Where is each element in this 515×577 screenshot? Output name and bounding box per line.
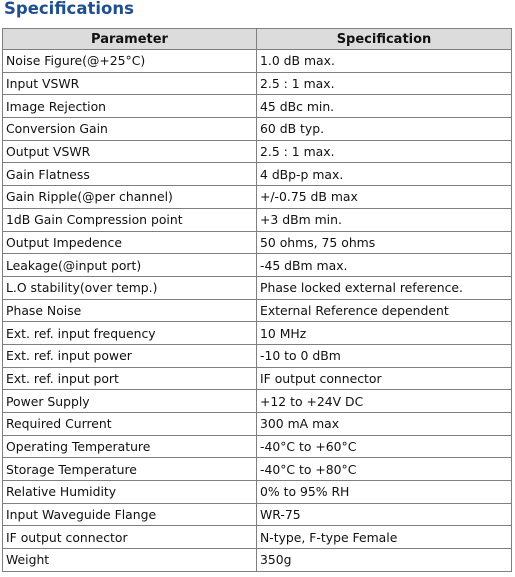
cell-specification: 60 dB typ.	[257, 118, 512, 141]
table-row	[3, 276, 512, 299]
table-row	[3, 186, 512, 209]
cell-specification: -40°C to +60°C	[257, 435, 512, 458]
cell-specification: +/-0.75 dB max	[257, 186, 512, 209]
cell-parameter: Gain Flatness	[3, 163, 257, 186]
cell-parameter: Operating Temperature	[3, 435, 257, 458]
cell-specification: External Reference dependent	[257, 299, 512, 322]
cell-parameter: Leakage(@input port)	[3, 254, 257, 277]
table-row	[3, 231, 512, 254]
cell-parameter: Power Supply	[3, 390, 257, 413]
cell-parameter: Output Impedence	[3, 231, 257, 254]
table-row	[3, 50, 512, 73]
table-row	[3, 72, 512, 95]
table-row	[3, 390, 512, 413]
table-row	[3, 413, 512, 436]
cell-parameter: L.O stability(over temp.)	[3, 276, 257, 299]
cell-specification: +3 dBm min.	[257, 208, 512, 231]
column-header-parameter: Parameter	[3, 29, 257, 50]
table-row	[3, 458, 512, 481]
cell-specification: -45 dBm max.	[257, 254, 512, 277]
table-row	[3, 208, 512, 231]
cell-parameter: Weight	[3, 549, 257, 572]
table-row	[3, 549, 512, 572]
table-row	[3, 140, 512, 163]
cell-specification: 350g	[257, 549, 512, 572]
cell-specification: N-type, F-type Female	[257, 526, 512, 549]
column-header-specification: Specification	[257, 29, 512, 50]
cell-specification: 1.0 dB max.	[257, 50, 512, 73]
table-body	[3, 50, 512, 572]
cell-specification: 45 dBc min.	[257, 95, 512, 118]
table-row	[3, 435, 512, 458]
cell-specification: 50 ohms, 75 ohms	[257, 231, 512, 254]
table-row	[3, 481, 512, 504]
cell-parameter: Phase Noise	[3, 299, 257, 322]
cell-specification: 4 dBp-p max.	[257, 163, 512, 186]
cell-parameter: Ext. ref. input port	[3, 367, 257, 390]
cell-parameter: Ext. ref. input frequency	[3, 322, 257, 345]
cell-specification: 2.5 : 1 max.	[257, 72, 512, 95]
cell-parameter: Output VSWR	[3, 140, 257, 163]
cell-specification: 300 mA max	[257, 413, 512, 436]
cell-specification: 0% to 95% RH	[257, 481, 512, 504]
cell-specification: Phase locked external reference.	[257, 276, 512, 299]
table-row	[3, 254, 512, 277]
cell-specification: WR-75	[257, 503, 512, 526]
cell-parameter: Noise Figure(@+25°C)	[3, 50, 257, 73]
table-row	[3, 526, 512, 549]
cell-specification: IF output connector	[257, 367, 512, 390]
cell-parameter: Conversion Gain	[3, 118, 257, 141]
table-row	[3, 95, 512, 118]
table-header-row	[3, 29, 512, 50]
table-row	[3, 367, 512, 390]
cell-specification: -40°C to +80°C	[257, 458, 512, 481]
cell-parameter: Relative Humidity	[3, 481, 257, 504]
page-title: Specifications	[4, 0, 134, 18]
cell-parameter: Ext. ref. input power	[3, 344, 257, 367]
cell-parameter: Storage Temperature	[3, 458, 257, 481]
cell-specification: +12 to +24V DC	[257, 390, 512, 413]
cell-parameter: Image Rejection	[3, 95, 257, 118]
cell-parameter: Input Waveguide Flange	[3, 503, 257, 526]
cell-specification: -10 to 0 dBm	[257, 344, 512, 367]
cell-specification: 2.5 : 1 max.	[257, 140, 512, 163]
table-row	[3, 299, 512, 322]
table-row	[3, 118, 512, 141]
cell-parameter: Required Current	[3, 413, 257, 436]
cell-parameter: Input VSWR	[3, 72, 257, 95]
table-row	[3, 344, 512, 367]
spec-table	[2, 28, 512, 572]
table-row	[3, 163, 512, 186]
cell-parameter: 1dB Gain Compression point	[3, 208, 257, 231]
table-row	[3, 322, 512, 345]
cell-specification: 10 MHz	[257, 322, 512, 345]
cell-parameter: IF output connector	[3, 526, 257, 549]
cell-parameter: Gain Ripple(@per channel)	[3, 186, 257, 209]
table-row	[3, 503, 512, 526]
